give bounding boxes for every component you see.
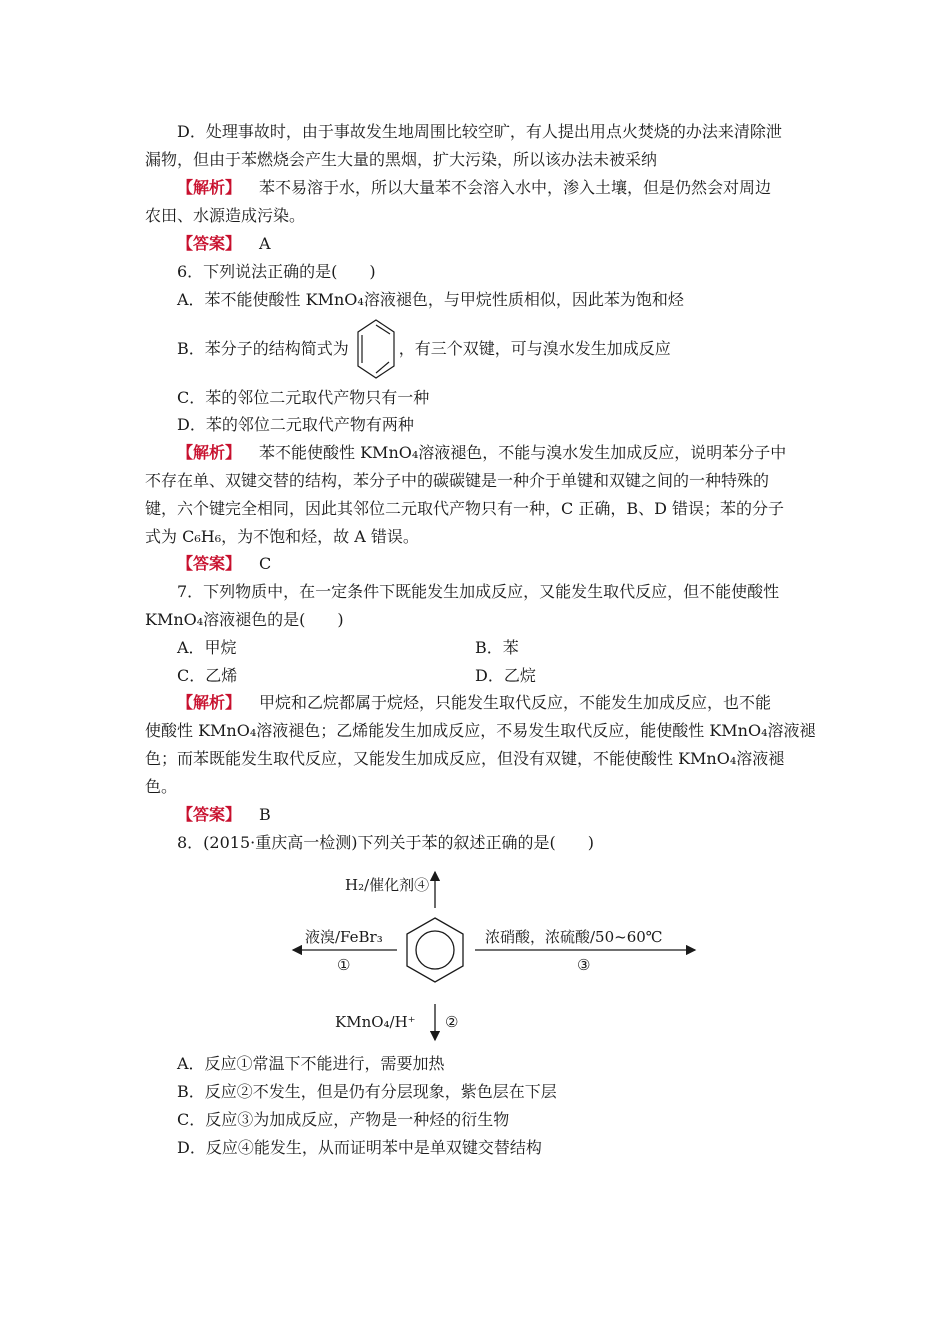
q7-option-a: A．甲烷 xyxy=(177,638,237,657)
q7-analysis-line4: 色。 xyxy=(145,777,178,796)
analysis-tag: 【解析】 xyxy=(177,443,242,462)
q7-option-c: C．乙烯 xyxy=(177,666,238,685)
analysis-tag: 【解析】 xyxy=(177,178,242,197)
analysis-text: 苯不易溶于水，所以大量苯不会溶入水中，渗入土壤，但是仍然会对周边 xyxy=(259,178,772,197)
q6-analysis-line1 xyxy=(177,439,786,467)
diagram-left-num: ① xyxy=(337,956,351,974)
q7-analysis-line1 xyxy=(177,689,771,717)
q5-option-d-line1: D．处理事故时，由于事故发生地周围比较空旷，有人提出用点火焚烧的办法来清除泄 xyxy=(177,122,782,141)
q6-option-a: A．苯不能使酸性 KMnO₄溶液褪色，与甲烷性质相似，因此苯为饱和烃 xyxy=(177,290,684,309)
q6-stem: 6．下列说法正确的是( ) xyxy=(177,262,376,281)
analysis-text: 甲烷和乙烷都属于烷烃，只能发生取代反应，不能发生加成反应，也不能 xyxy=(259,693,772,712)
diagram-right-num: ③ xyxy=(577,956,591,974)
q6-answer xyxy=(177,550,271,578)
q8-option-b: B．反应②不发生，但是仍有分层现象，紫色层在下层 xyxy=(177,1082,557,1101)
answer-value: A xyxy=(259,234,271,253)
answer-value: C xyxy=(259,554,272,573)
q6-option-d: D．苯的邻位二元取代产物有两种 xyxy=(177,415,414,434)
answer-tag: 【答案】 xyxy=(177,805,242,824)
cyclohexatriene-structure-icon xyxy=(355,318,397,380)
diagram-right-label: 浓硝酸，浓硫酸/50~60℃ xyxy=(485,928,663,946)
q6-option-c: C．苯的邻位二元取代产物只有一种 xyxy=(177,388,430,407)
diagram-left-label: 液溴/FeBr₃ xyxy=(305,928,383,946)
q7-option-b: B．苯 xyxy=(475,638,519,657)
option-b-pre: B．苯分子的结构简式为 xyxy=(177,339,349,358)
answer-tag: 【答案】 xyxy=(177,234,242,253)
answer-tag: 【答案】 xyxy=(177,554,242,573)
q7-answer xyxy=(177,801,271,829)
q5-analysis-line2: 农田、水源造成污染。 xyxy=(145,206,306,225)
benzene-ring-icon xyxy=(407,918,463,982)
q8-stem: 8．(2015·重庆高一检测)下列关于苯的叙述正确的是( ) xyxy=(177,833,594,852)
diagram-bottom-label: KMnO₄/H⁺ xyxy=(335,1013,416,1031)
q7-stem-line2: KMnO₄溶液褪色的是( ) xyxy=(145,610,344,629)
q6-analysis-line2: 不存在单、双键交替的结构，苯分子中的碳碳键是一种介于单键和双键之间的一种特殊的 xyxy=(145,471,770,490)
diagram-top-label: H₂/催化剂④ xyxy=(345,876,430,894)
q7-analysis-line2: 使酸性 KMnO₄溶液褪色；乙烯能发生加成反应，不易发生取代反应，能使酸性 KMnO₄溶液褪 xyxy=(145,721,816,740)
q7-option-d: D．乙烷 xyxy=(475,666,536,685)
benzene-reaction-diagram xyxy=(285,866,705,1046)
q6-analysis-line4: 式为 C₆H₆，为不饱和烃，故 A 错误。 xyxy=(145,527,419,546)
analysis-text: 苯不能使酸性 KMnO₄溶液褪色，不能与溴水发生加成反应，说明苯分子中 xyxy=(259,443,787,462)
q5-option-d-line2: 漏物，但由于苯燃烧会产生大量的黑烟，扩大污染，所以该办法未被采纳 xyxy=(145,150,658,169)
answer-value: B xyxy=(259,805,271,824)
q7-analysis-line3: 色；而苯既能发生取代反应，又能发生加成反应，但没有双键，不能使酸性 KMnO₄溶液褪 xyxy=(145,749,785,768)
q7-stem-line1: 7．下列物质中，在一定条件下既能发生加成反应，又能发生取代反应，但不能使酸性 xyxy=(177,582,780,601)
q8-option-a: A．反应①常温下不能进行，需要加热 xyxy=(177,1054,445,1073)
option-b-post: ，有三个双键，可与溴水发生加成反应 xyxy=(398,339,671,358)
q8-option-c: C．反应③为加成反应，产物是一种烃的衍生物 xyxy=(177,1110,510,1129)
q5-answer xyxy=(177,230,271,258)
q8-option-d: D．反应④能发生，从而证明苯中是单双键交替结构 xyxy=(177,1138,542,1157)
q6-option-b xyxy=(177,335,671,363)
q5-analysis-line1 xyxy=(177,174,771,202)
diagram-bottom-num: ② xyxy=(445,1013,459,1031)
analysis-tag: 【解析】 xyxy=(177,693,242,712)
q6-analysis-line3: 键，六个键完全相同，因此其邻位二元取代产物只有一种，C 正确，B、D 错误；苯的分子 xyxy=(145,499,785,518)
